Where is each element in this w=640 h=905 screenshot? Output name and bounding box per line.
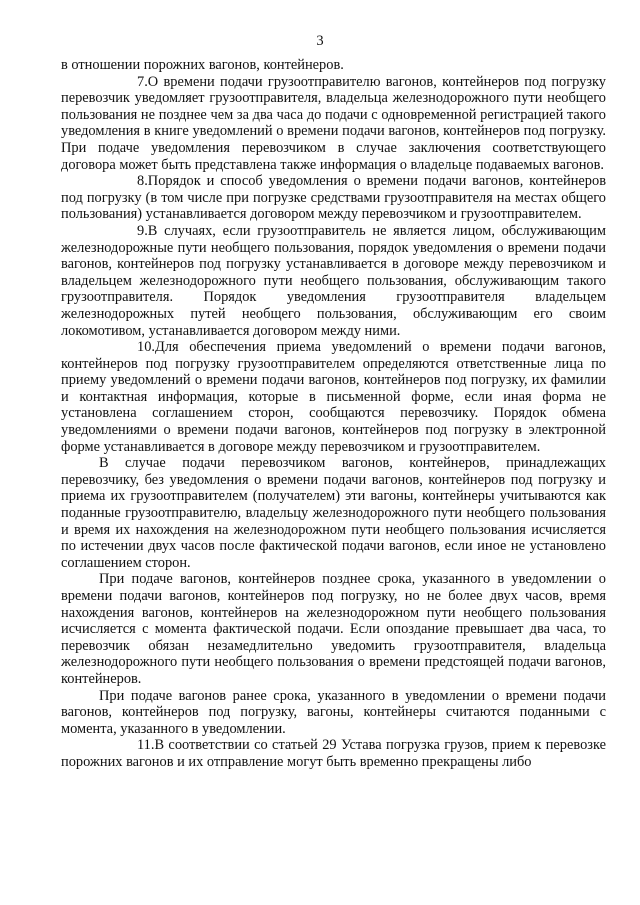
page-number: 3: [316, 33, 324, 49]
paragraph-7: [61, 74, 606, 174]
paragraph-10-part-2: [61, 455, 606, 571]
paragraph-text: Порядок и способ уведомления о времени подачи вагонов, контейнеров под погрузку (в том числе при погрузке средствами грузоотправителя на местах общего пользования) устанавливается договором между перевозчиком и грузоотправителем.: [61, 173, 606, 223]
paragraph-10-part-3: [61, 571, 606, 687]
paragraph-10: [61, 339, 606, 455]
paragraph-text: В соответствии со статьей 29 Устава погрузка грузов, прием к перевозке порожних вагонов и их отправление могут быть временно прекращены либо: [61, 737, 606, 770]
paragraph-text: в отношении порожних вагонов, контейнеров.: [61, 57, 344, 73]
paragraph-10-part-4: [61, 688, 606, 738]
paragraph-number: 8.: [137, 173, 148, 190]
paragraph-text: При подаче вагонов, контейнеров позднее срока, указанного в уведомлении о времени подачи вагонов, контейнеров под погрузку, но не более двух часов, время нахождения вагонов, контейнеров на железнодорожном пути необщего пользования исчисляется с момента фактической подачи. Если опоздание превышает два часа, то перевозчик обязан незамедлительно уведомить грузоотправителя, владельца железнодорожного пути необщего пользования о времени предстоящей подачи вагонов, контейнеров.: [61, 571, 606, 687]
document-body: [61, 57, 606, 771]
paragraph-number: 7.: [137, 73, 148, 90]
paragraph-number: 10.: [137, 339, 155, 356]
paragraph-text: О времени подачи грузоотправителю вагонов, контейнеров под погрузку перевозчик уведомляет грузоотправителя, владельца железнодорожного пути необщего пользования не позднее чем за два часа до подачи с одновременной регистрацией такого уведомления в книге уведомлений о времени подачи вагонов, контейнеров под погрузку. При подаче уведомления перевозчиком в случае заключения соответствующего договора может быть представлена также информация о владельце подаваемых вагонов.: [61, 73, 606, 173]
paragraph-text: В случае подачи перевозчиком вагонов, контейнеров, принадлежащих перевозчику, без уведомления о времени подачи вагонов, контейнеров под погрузку и приема их грузоотправителем (получателем) эти вагоны, контейнеры учитываются как поданные грузоотправителю, владельцу железнодорожного пути необщего пользования и время их нахождения на железнодорожном пути необщего пользования исчисляется по истечении двух часов после фактической подачи вагонов, если иное не установлено соглашением сторон.: [61, 455, 606, 571]
paragraph-text: При подаче вагонов ранее срока, указанного в уведомлении о времени подачи вагонов, контейнеров под погрузку, вагоны, контейнеры считаются поданными с момента, указанного в уведомлении.: [61, 687, 606, 737]
paragraph-text: В случаях, если грузоотправитель не является лицом, обслуживающим железнодорожные пути необщего пользования, порядок уведомления о времени подачи вагонов, контейнеров под погрузку устанавливается в договоре между перевозчиком и владельцем железнодорожного пути необщего пользования, обслуживающим такого грузоотправителя. Порядок уведомления грузоотправителя владельцем железнодорожных путей необщего пользования, обслуживающим его своим локомотивом, устанавливается договором между ними.: [61, 222, 606, 339]
paragraph-11: [61, 737, 606, 770]
paragraph-9: [61, 223, 606, 339]
paragraph-number: 11.: [137, 737, 155, 754]
paragraph-8: [61, 173, 606, 223]
paragraph-number: 9.: [137, 222, 148, 239]
paragraph-continuation: [61, 57, 606, 74]
paragraph-text: Для обеспечения приема уведомлений о времени подачи вагонов, контейнеров под погрузку грузоотправителем определяются ответственные лица по приему уведомлений о времени подачи вагонов, контейнеров под погрузку, их фамилии и контактная информация, которые в письменной форме, если иная форма не установлена соглашением сторон, сообщаются перевозчику. Порядок обмена уведомлениями о времени подачи вагонов, контейнеров под погрузку в электронной форме устанавливается в договоре между перевозчиком и грузоотправителем.: [61, 339, 606, 455]
